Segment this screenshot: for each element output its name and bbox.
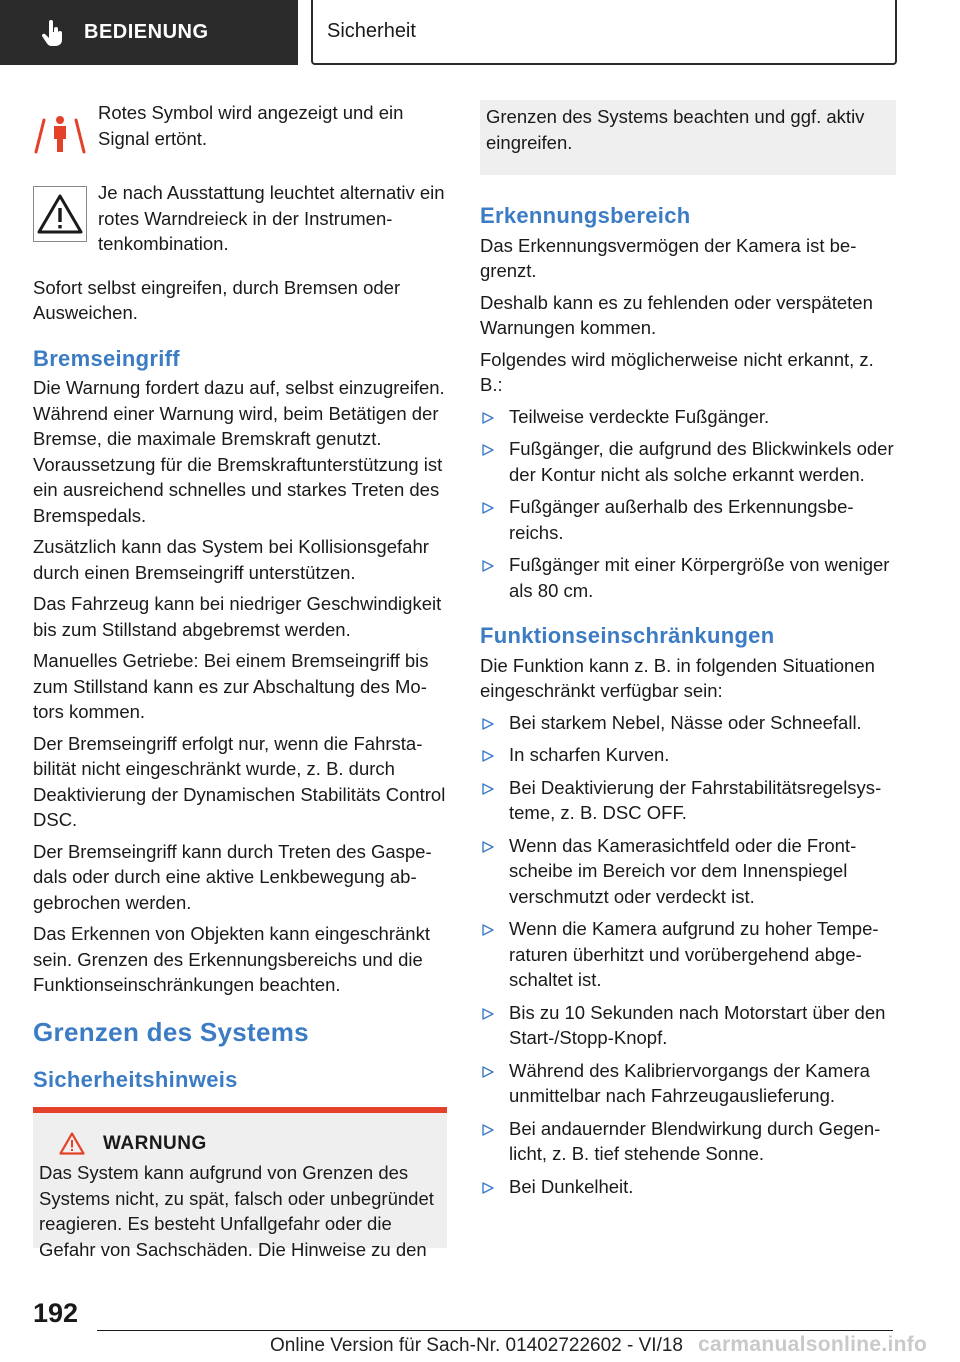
- heading-grenzen-des-systems: Grenzen des Systems: [33, 1016, 309, 1047]
- heading-erkennungsbereich: Erkennungsbereich: [480, 203, 691, 228]
- list-item: [480, 833, 896, 910]
- detection-limits-list: [480, 404, 896, 604]
- list-item-text: Bei Deaktivierung der Fahrstabilitätsregelsysteme, z. B. DSC OFF.: [509, 776, 882, 823]
- warning-text: Das System kann aufgrund von Grenzen des Systems nicht, zu spät, falsch oder unbegründet reagieren. Es besteht Unfallgefahr oder die Gefahr von Sachschäden. Die Hinweise zu den: [39, 1162, 434, 1260]
- heading-funktionseinschraenkungen: Funktionseinschränkungen: [480, 623, 775, 648]
- list-item: [480, 775, 896, 826]
- list-item: [480, 404, 896, 430]
- list-item: [480, 1174, 896, 1200]
- warning-triangle-icon: [33, 186, 87, 242]
- list-item-text: Wenn das Kamerasichtfeld oder die Frontscheibe im Bereich vor dem Innenspiegel verschmutzt oder verdeckt ist.: [509, 834, 857, 907]
- list-item-text: Während des Kalibriervorgangs der Kamera unmittelbar nach Fahrzeugauslieferung.: [509, 1059, 870, 1106]
- paragraph: Der Bremseingriff erfolgt nur, wenn die Fahrstabilität nicht eingeschränkt wurde, z. B. durch Deaktivierung der Dynamischen Stabilitäts Control DSC.: [33, 732, 446, 830]
- heading-sicherheitshinweis: Sicherheitshinweis: [33, 1067, 238, 1092]
- triangle-bullet-icon: [482, 841, 494, 853]
- paragraph: Folgendes wird möglicherweise nicht erkannt, z. B.:: [480, 348, 874, 395]
- list-item: [480, 1116, 896, 1167]
- list-item-text: Fußgänger mit einer Körpergröße von weniger als 80 cm.: [509, 554, 890, 601]
- list-item-text: Wenn die Kamera aufgrund zu hoher Temperaturen überhitzt und vorübergehend abgeschaltet ist.: [509, 918, 879, 990]
- paragraph: Deshalb kann es zu fehlenden oder verspäteten Warnungen kommen.: [480, 291, 873, 338]
- footer-text: Online Version für Sach-Nr. 01402722602 - VI/18: [270, 1335, 683, 1356]
- triangle-bullet-icon: [482, 444, 494, 456]
- warning-box-continuation: [480, 100, 896, 175]
- triangle-bullet-icon: [482, 783, 494, 795]
- list-item-text: In scharfen Kurven.: [509, 744, 670, 765]
- pedestrian-warning-icon: [33, 106, 87, 162]
- triangle-bullet-icon: [482, 1008, 494, 1020]
- triangle-bullet-icon: [482, 924, 494, 936]
- list-item: [480, 1058, 896, 1109]
- paragraph: Die Funktion kann z. B. in folgenden Situationen eingeschränkt verfügbar sein:: [480, 654, 875, 701]
- warning-header: [39, 1131, 439, 1157]
- list-item: [480, 1000, 896, 1051]
- right-column: [480, 100, 896, 1206]
- paragraph: Das Erkennen von Objekten kann eingeschränkt sein. Grenzen des Erkennungsbereichs und die Funktionseinschränkungen beachten.: [33, 923, 430, 995]
- watermark: carmanualsonline.info: [698, 1333, 928, 1356]
- list-item: [480, 436, 896, 487]
- triangle-bullet-icon: [482, 1124, 494, 1136]
- triangle-bullet-icon: [482, 750, 494, 762]
- list-item-text: Bei andauernder Blendwirkung durch Gegenlicht, z. B. tief stehende Sonne.: [509, 1117, 881, 1164]
- triangle-bullet-icon: [482, 560, 494, 572]
- list-item-text: Fußgänger außerhalb des Erkennungsbereichs.: [509, 496, 854, 543]
- section-title: Sicherheit: [327, 20, 416, 42]
- paragraph: Das Fahrzeug kann bei niedriger Geschwindigkeit bis zum Stillstand abgebremst werden.: [33, 593, 442, 640]
- list-item: [480, 494, 896, 545]
- warning-text-continued: Grenzen des Systems beachten und ggf. aktiv eingreifen.: [486, 106, 865, 153]
- list-item: [480, 742, 896, 768]
- warning-title: WARNUNG: [103, 1132, 207, 1154]
- icon-description-2: Je nach Ausstattung leuchtet alternativ ein rotes Warndreieck in der Instrumentenkombination.: [98, 182, 445, 254]
- triangle-bullet-icon: [482, 1182, 494, 1194]
- icon-description-1: Rotes Symbol wird angezeigt und ein Signal ertönt.: [98, 102, 404, 149]
- triangle-bullet-icon: [482, 718, 494, 730]
- triangle-bullet-icon: [482, 502, 494, 514]
- paragraph: Sofort selbst eingreifen, durch Bremsen oder Ausweichen.: [33, 276, 401, 323]
- paragraph: Der Bremseingriff kann durch Treten des Gaspedals oder durch eine aktive Lenkbewegung abgebrochen werden.: [33, 840, 432, 913]
- footer-divider: [97, 1330, 893, 1331]
- header-section: [311, 0, 897, 65]
- pedestrian-warning-row: [33, 100, 447, 162]
- list-item-text: Fußgänger, die aufgrund des Blickwinkels oder der Kontur nicht als solche erkannt werden.: [509, 438, 894, 485]
- list-item-text: Bis zu 10 Sekunden nach Motorstart über den Start-/Stopp-Knopf.: [509, 1001, 886, 1048]
- warning-triangle-icon: [59, 1132, 85, 1155]
- triangle-bullet-icon: [482, 1066, 494, 1078]
- paragraph: Zusätzlich kann das System bei Kollisionsgefahr durch einen Bremseingriff unterstützen.: [33, 536, 429, 583]
- list-item: [480, 916, 896, 993]
- chapter-title: BEDIENUNG: [84, 21, 209, 43]
- list-item-text: Bei Dunkelheit.: [509, 1175, 634, 1197]
- triangle-bullet-icon: [482, 412, 494, 424]
- list-item-text: Bei starkem Nebel, Nässe oder Schneefall.: [509, 711, 862, 733]
- warning-box: [33, 1107, 447, 1260]
- warning-triangle-row: [33, 180, 447, 257]
- list-item: [480, 710, 896, 736]
- left-column: [33, 100, 447, 1260]
- function-limits-list: [480, 710, 896, 1200]
- paragraph: Das Erkennungsvermögen der Kamera ist begrenzt.: [480, 234, 857, 281]
- paragraph: Die Warnung fordert dazu auf, selbst einzugreifen. Während einer Warnung wird, beim Betätigen der Bremse, die maximale Bremskraft genutzt. Voraussetzung für die Bremskraftunterstützung ist ein ausreichend schnelles und starkes Treten des Bremspedals.: [33, 377, 445, 526]
- header-chapter-tab: [0, 0, 298, 65]
- list-item-text: Teilweise verdeckte Fußgänger.: [509, 405, 770, 427]
- heading-bremseingriff: Bremseingriff: [33, 345, 180, 371]
- page-number: 192: [33, 1298, 79, 1328]
- hand-pointer-icon: [38, 18, 68, 48]
- list-item: [480, 552, 896, 603]
- paragraph: Manuelles Getriebe: Bei einem Bremseingriff bis zum Stillstand kann es zur Abschaltung des Motors kommen.: [33, 650, 429, 722]
